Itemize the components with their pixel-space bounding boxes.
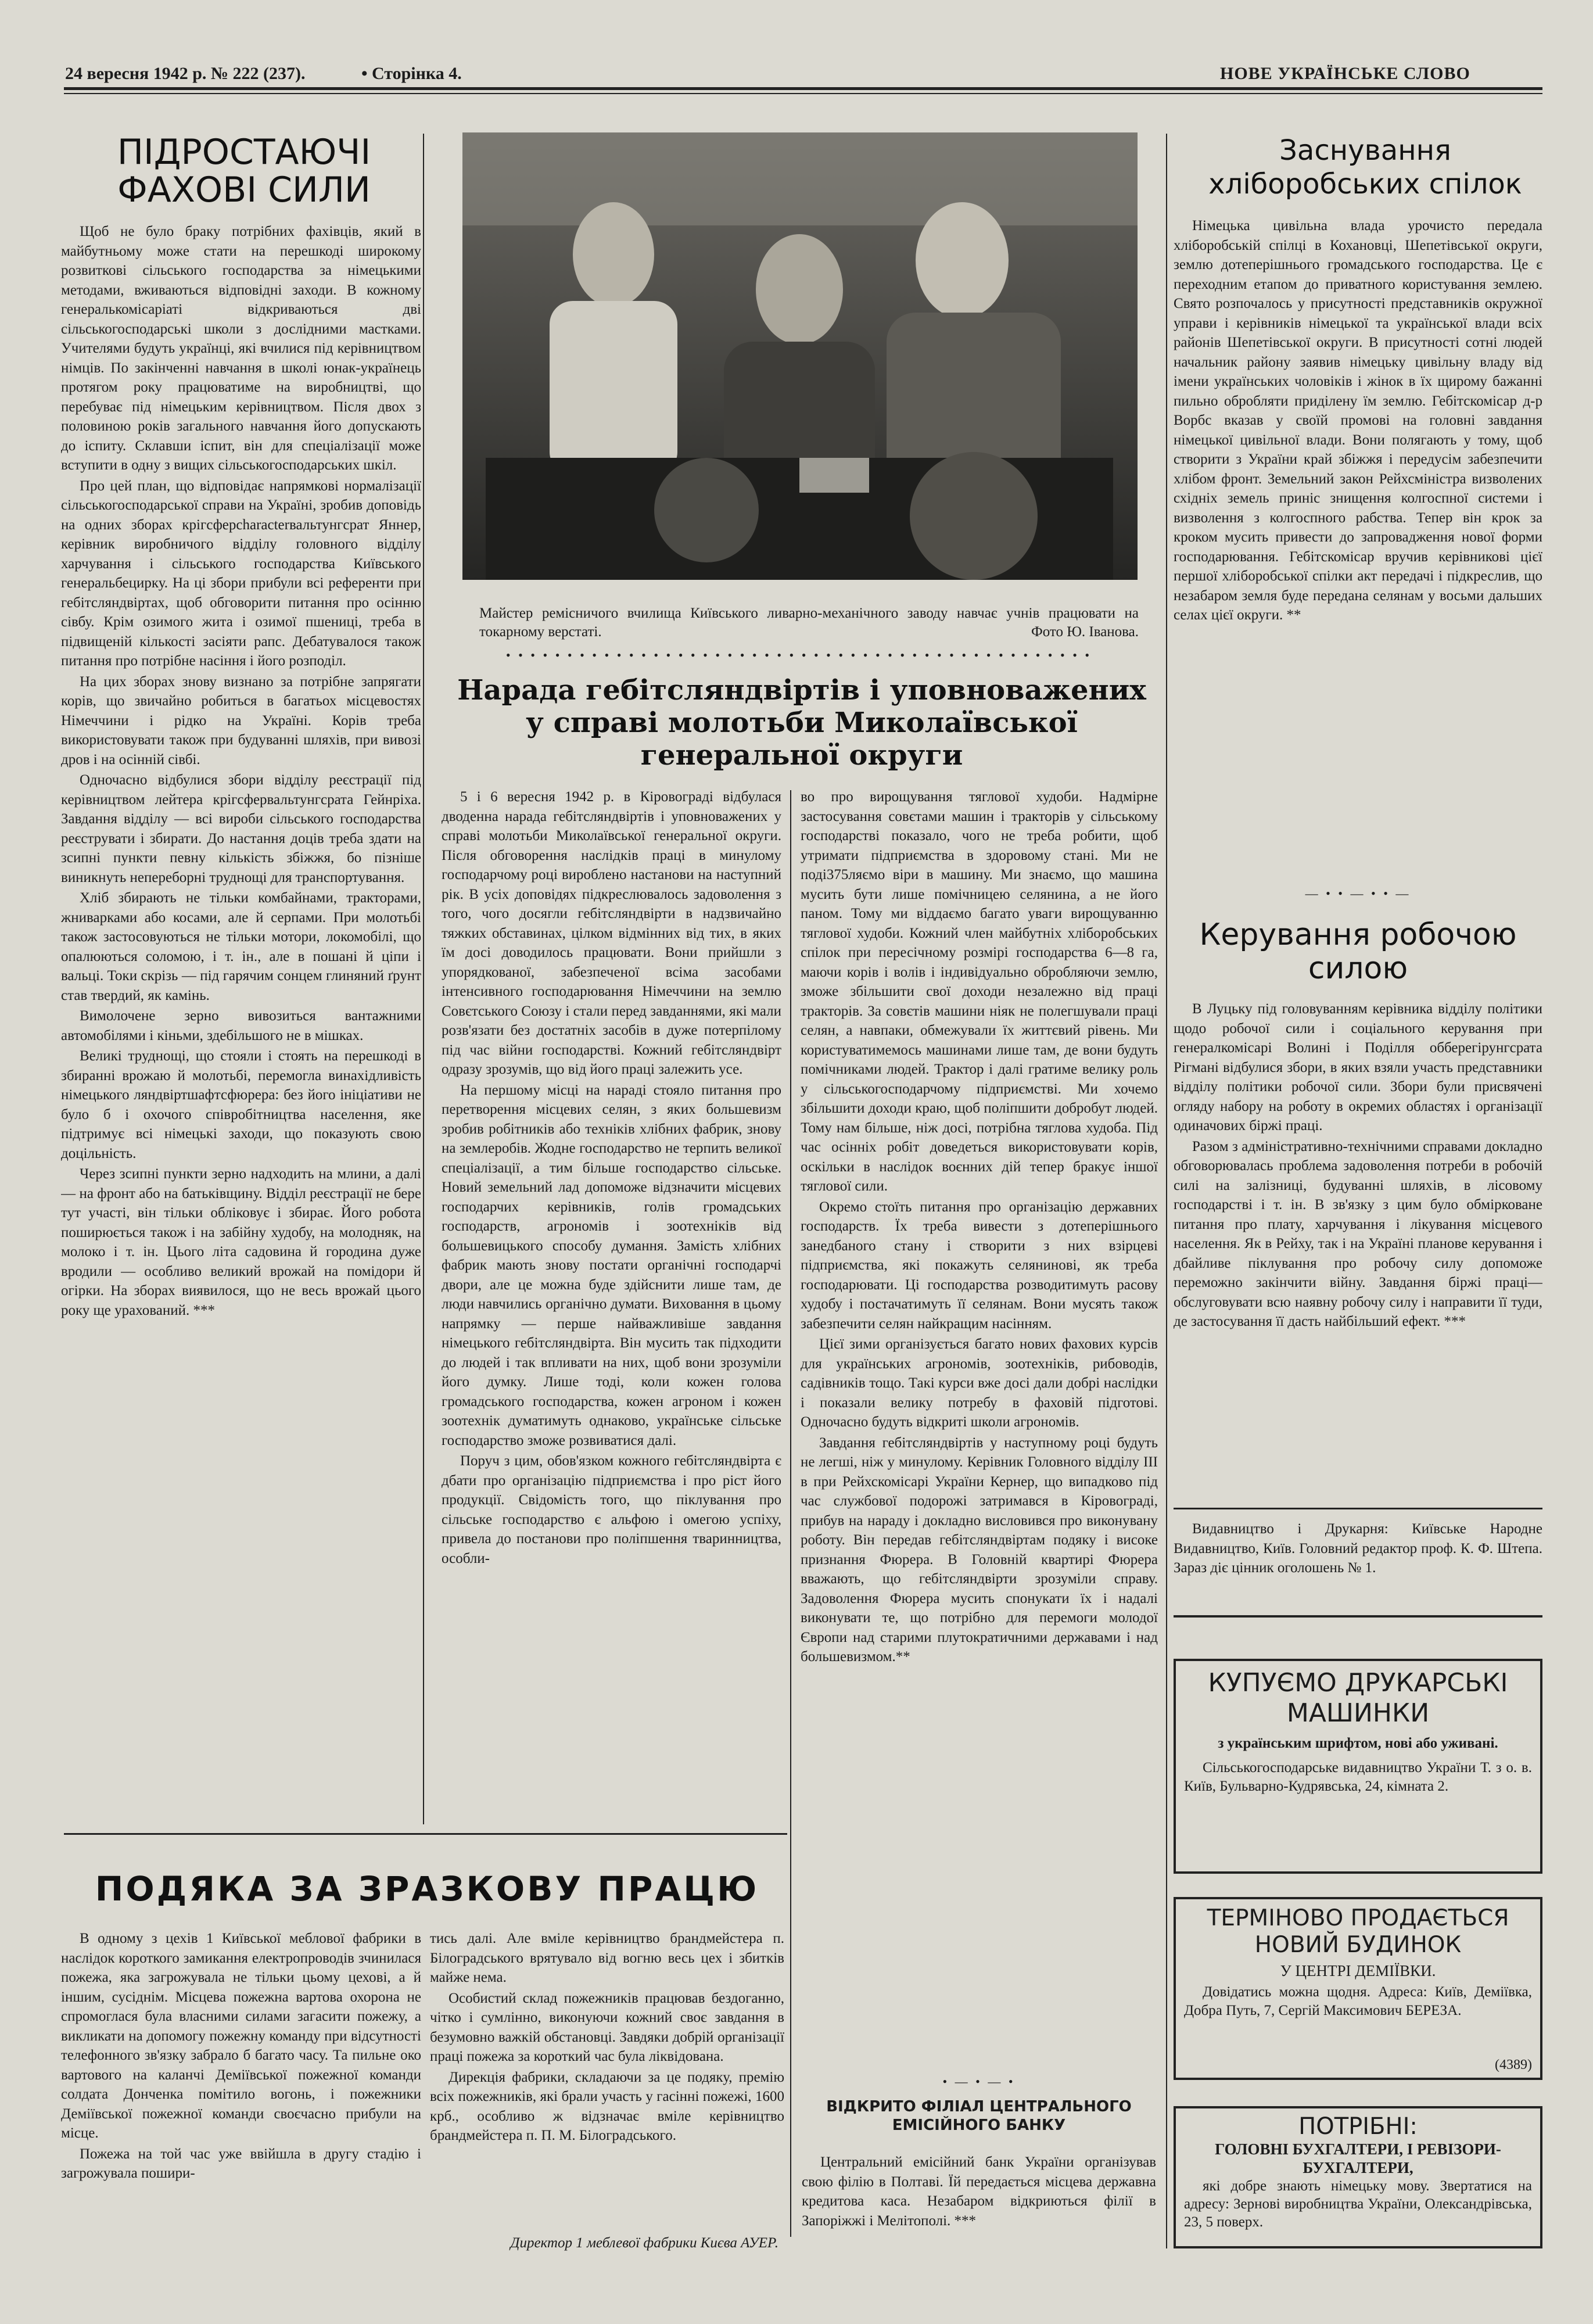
ad-house xyxy=(1174,1897,1542,2080)
article-labor-body xyxy=(1174,999,1542,1482)
paragraph: Німецька цивільна влада урочисто передала хліборобській спілці в Кохановці, Шепетівської округи, землю дотеперішнього громадського господарства. Це є переходним етапом до приватного користування землею. Свято розпочалось у присутності представників окружної управи і керівників німецької та української влади всіх районів Шепетівської округи. В присутності сотні людей начальник району заявив німецьку цивільну владу від імени українських чоловіків і жінок в їх щирому бажанні пильно обробляти приділену їм землю. Гебітскомісар д-р Ворбс вказав у своїй промові на головні завдання німецької цивільної влади. Вони полягають у тому, щоб створити з України край збіжжя і передусім забезпечити хлібом фронт. Земельний закон Рейхсміністра визволених східніх земель приніс знищення колгоспної системи і визволення з колгоспного рабства. Тепер він крок за кроком мусить привести до запровадження нової форми господарювання. Гебітскомісар вручив керівникові цієї першої хліборобської спілки акт передачі і підкреслив, що незабаром земля буде передана селянам у восьми дальших селах цієї округи. ** xyxy=(1174,218,1542,623)
paragraph: Завдання гебітсляндвіртів у наступному році будуть не легші, ніж у минулому. Керівник Головного відділу III в при Рейхскомісарі України Кернер, що випадково під час службової подорожі затримався в Кіровограді, прибув на нараду і докладно висловився про виконувану роботу. Він передав гебітсляндвіртам подяку і високе признання Фюрера. В Головній квартирі Фюрера вважають, що гебітсляндвірти зрозуміли справу. Задоволення Фюрера мусить спонукати їх і надалі виконувати те, що потрібно для перемоги молодої Європи над старими плутократичними державами і над большевизмом.** xyxy=(801,1434,1158,1665)
paragraph: Особистий склад пожежників працював бездоганно, чітко і сумлінно, виконуючи кожний своє завдання в безумовно важкій обстановці. Завдяки добрій організації праці пожежа за короткий час була ліквідована. xyxy=(430,1990,784,2064)
paragraph: Дирекція фабрики, складаючи за це подяку, премію всіх пожежників, які брали участь у гасінні пожежі, 1600 крб., особливо ж відзначає вміле керівництво брандмейстера п. П. М. Білоградського. xyxy=(430,2069,784,2143)
section-rule xyxy=(64,1833,787,1835)
paragraph: Центральний емісійний банк України організував свою філію в Полтаві. Їй передається місцева державна кредитова каса. Незабаром відкриються філії в Запоріжжі і Мелітополі. *** xyxy=(802,2154,1156,2229)
article-unions-body xyxy=(1174,216,1542,893)
paragraph: Хліб збирають не тільки комбайнами, тракторами, жниварками або косами, але й серпами. При молотьбі також застосовуються не тільки мотори, локомобілі, що опалюються соломою, і т. ін., але в пошані й ціпи і вальці. Токи скрізь — під гарячим сонцем глиняний ґрунт став твердий, як камінь. xyxy=(61,890,421,1003)
ad-accountants xyxy=(1174,2106,1542,2248)
dotted-separator-right: — • • — • • — xyxy=(1305,886,1411,901)
paragraph: тись далі. Але вміле керівництво брандмейстера п. Білоградського врятувало від вогню весь цех і збитків майже нема. xyxy=(430,1931,784,1985)
header-rule xyxy=(64,87,1542,90)
ad-accountants-title: ПОТРІБНІ: xyxy=(1298,2113,1418,2140)
section-rule-right xyxy=(1174,1508,1542,1509)
photo-caption xyxy=(479,604,1139,641)
paragraph: На першому місці на нараді стояло питання про перетворення місцевих селян, з яких большевизм зробив робітників або техніків хлібних фабрик, знову на землеробів. Жодне господарство не терпить великої спеціалізації, а тим більше господарство сільське. Новий земельний лад допоможе відзначити місцевих господарчих керівників, голів громадських господарств, агрономів і зоотехніків від большевицького способу думання. Замість хлібних фабрик мають знову постати органічні господарчі двори, але це можна буде здійснити лише там, де люди навчились органічно думати. Виховання в цьому напрямку — перше найважливіше завдання німецького гебітсляндвірта. Він мусить так підходити до людей і так впливати на них, щоб вони зрозуміли його думку. Лише тоді, коли кожен голова громадського господарства, кожен агроном і кожен зоотехнік думатимуть однаково, українське сільське господарство зможе розвиватися далі. xyxy=(442,1082,781,1448)
thanks-signature: Директор 1 меблевої фабрики Києва АУЕР. xyxy=(510,2235,778,2251)
column-rule-2 xyxy=(1166,134,1167,2248)
publisher-text: Видавництво і Друкарня: Київське Народне Видавництво, Київ. Головний редактор проф. К. Ф. Штепа. Зараз діє цінник оголошень № 1. xyxy=(1174,1521,1542,1576)
article-body-specialists xyxy=(61,222,421,1843)
paragraph: Вимолочене зерно вивозиться вантажними автомобілями і кіньми, здебільшого не в мішках. xyxy=(61,1008,421,1043)
article-title-labor: Керування робочою силою xyxy=(1199,917,1517,986)
dotted-separator: • • • • • • • • • • • • • • • • • • • • • • • • • • • • • • • • • • • • • • • • • • • • • • • • xyxy=(505,648,1092,662)
paragraph: Про цей план, що відповідає напрямкові нормалізації сільськогосподарської справи на Україні, зробив доповідь на одних зборах крігсферcharacterвальтунгсрат Яннер, керівник виробничого відділу головного відділу харчування і сільського господарства Київського генеральбецирку. На ці збори прибули всі референти при гебітсляндвіртах, щоб обговорити питання про осінню сівбу. Крім озимого жита і озимої пшениці, треба в підвищеній кількості засіяти рапс. Дебатувалося також питання про потрібне насіння і його розподіл. xyxy=(61,478,421,669)
paragraph: Через зсипні пункти зерно надходить на млини, а далі — на фронт або на батьківщину. Відділ реєстрації не бере тут участі, він тільки обліковує і збирає. Його робота поширюється також і на забійну худобу, на молодняк, на молоко і т. ін. Цього літа садовина й городина дуже вродили — особливо великий врожай на помідори й огірки. На зборах виявилося, що не весь врожай цього року ще урахований. *** xyxy=(61,1166,421,1318)
ad-typewriters-title: КУПУЄМО ДРУКАРСЬКІ МАШИНКИ xyxy=(1208,1668,1508,1728)
article-bank-body xyxy=(802,2153,1156,2257)
ad-house-subtitle: У ЦЕНТРІ ДЕМІЇВКИ. xyxy=(1280,1962,1436,1979)
paragraph: На цих зборах знову визнано за потрібне запрягати корів, що звичайно робиться в багатьох місцевостях Німеччини і рідко на Україні. Корів треба використовувати також при будуванні шляхів, при вивозі дров і на осінній сівбі. xyxy=(61,673,421,768)
ad-house-code: (4389) xyxy=(1495,2057,1532,2072)
article-title-thanks: ПОДЯКА ЗА ЗРАЗКОВУ ПРАЦЮ xyxy=(95,1869,759,1909)
column-rule-1 xyxy=(423,134,424,1824)
dotted-separator-small: • — • — • xyxy=(942,2074,1016,2089)
section-rule-right-2 xyxy=(1174,1615,1542,1618)
photo-image xyxy=(462,132,1138,580)
page-number: • Сторінка 4. xyxy=(361,64,462,83)
paragraph: Щоб не було браку потрібних фахівців, який в майбутньому може стати на перешкоді широкому розвиткові сільського господарства за німецькими методами, вживаються відповідні заходи. В кожному генералькомісаріаті відкриваються дві сільськогосподарські школи з дослідними мастками. Учителями будуть українці, які вчилися під керівництвом німців. По закінченні навчання в школі юнак-українець протягом року працюватиме на виробництві, що перебуває під німецьким керівництвом. Після двох з половиною років загального навчання його допускають до іспиту. Склавши іспит, він для спеціалізації може вступити в одну з вищих сільськогосподарських шкіл. xyxy=(61,224,421,473)
ad-typewriters-subtitle: з українським шрифтом, нові або уживані. xyxy=(1218,1735,1498,1751)
article-title-specialists: ПІДРОСТАЮЧІ ФАХОВІ СИЛИ xyxy=(117,132,371,210)
article-title-bank: ВІДКРИТО ФІЛІАЛ ЦЕНТРАЛЬНОГО ЕМІСІЙНОГО БАНКУ xyxy=(826,2098,1132,2134)
paragraph: 5 і 6 вересня 1942 р. в Кіровограді відбулася дводенна нарада гебітсляндвіртів і уповноважених у справі молотьби Миколаївської генеральної округи. Після обговорення наслідків праці в минулому господарчому році вироблено настанови на наступний рік. В усіх доповідях підкреслювалось задоволення з того, чого досягли гебітсляндвірти в надзвичайно тяжких обставинах, цілком відмінних від тих, в яких їм досі доводилось працювати. Вони прийшли з упорядкованої, забезпеченої всіма засобами інтенсивного господарювання Німеччини на землю Совєтського Союзу і стали перед завданнями, які мали розв'язати без достатніх засобів в дуже потерпілому під час війни господарстві. Кожний гебітсляндвірт одразу зрозумів, що від його праці залежить усе. xyxy=(442,789,781,1077)
photo-lathe-workshop xyxy=(462,132,1138,580)
article-thanks-col1 xyxy=(61,1929,421,2254)
ad-typewriters-text: Сільськогосподарське видавництво України Т. з о. в. Київ, Бульварно-Кудрявська, 24, кімната 2. xyxy=(1184,1760,1532,1794)
paragraph: Разом з адміністративно-технічними справами докладно обговорювалась проблема задоволення потреби в робочій силі на залізниці, будуванні шляхів, в лісовому господарстві і т. ін. В зв'язку з цим було обмірковане питання про плату, харчування і лікування місцевого населення. Як в Рейху, так і на Україні планове керування і дбайливе піклування про робочу силу допоможе переможно закінчити війну. Завдання біржі праці—обслуговувати всю наявну робочу силу і направити її туди, де застосування її дасть найбільший ефект. *** xyxy=(1174,1138,1542,1329)
issue-date: 24 вересня 1942 р. № 222 (237). xyxy=(65,64,306,83)
paragraph: Окремо стоїть питання про організацію державних господарств. Їх треба вивести з дотеперішнього занедбаного стану і створити з них взірцеві підприємства, які покажуть селянинові, як треба господарювати. Ці господарства розводитимуть расову худобу і постачатимуть її селянам. Вони мусять також забезпечити селян найкращим насінням. xyxy=(801,1199,1158,1332)
article-title-unions: Заснування хліборобських спілок xyxy=(1208,134,1522,200)
photo-credit: Фото Ю. Іванова. xyxy=(1031,624,1139,640)
paragraph: Великі труднощі, що стояли і стоять на перешкоді в збиранні врожаю й молотьбі, перемогла винахідливість німецького ляндвіртшафтсфюрера: без його ініціативи не було б і охочого співробітництва населення, яке підтримує всі німецькі заходи, що показують свою доцільність. xyxy=(61,1048,421,1161)
paragraph: Поруч з цим, обов'язком кожного гебітсляндвірта є дбати про організацію підприємства і про ріст його продукції. Свідомість того, що піклування про сільське господарство є альфою і омегою успіху, привела до постанови про поліпшення тваринництва, особли- xyxy=(442,1453,781,1566)
paragraph: В одному з цехів 1 Київської меблової фабрики в наслідок короткого замикання електропроводів зчинилася пожежа, яка загрожувала не тільки цьому цехові, а й іншим, сусіднім. Місцева пожежна вартова охорона не спромоглася була власними силами загасити пожежу, а викликати на допомогу пожежну команду при відсутності телефонного зв'язку забрало б багато часу. Та пильне око вартового на каланчі Деміївської пожежної команди солдата Донченка помітило вогонь, і пожежники Деміївської пожежної команди своєчасно прибули на місце. xyxy=(61,1931,421,2141)
article-title-meeting: Нарада гебітсляндвіртів і уповноважених у справі молотьби Миколаївської генеральної округи xyxy=(457,674,1146,772)
paragraph: во про вирощування тяглової худоби. Надмірне застосування совєтами машин і тракторів у сільському господарстві показало, чого не треба робити, щоб утримати підприємства в здоровому стані. Ми не поді375ляємо віри в машину. Ми знаємо, що машина мусить бути лише помічницею селянина, а не його паном. Тому ми віддаємо багато уваги вирощуванню тяглової худоби. Кожний член майбутніх хліборобських спілок при пересічному розмірі господарства 6—8 га, маючи корів і волів і індивідуально обробляючи землю, зможе збільшити свої доходи незалежно від праці тракторів. За совєтів машини ніяк не полегшували праці селян, а навпаки, обмежували їх життєвий рівень. Ми користуватимемось машинами лише там, де вони будуть помічниками людей. Трактор і далі гратиме велику роль у сільськогосподарчому підприємстві. Ми хочемо збільшити доходи краю, щоб поліпшити добробут людей. Тому нам більше, ніж досі, потрібна тяглова худоба. Під час осінніх робіт доведеться використовувати корів, оскільки в наслідок воєнних дій тепер бракує іншої тяглової сили. xyxy=(801,789,1158,1194)
caption-text: Майстер ремісничого вчилища Київського ливарно-механічного заводу навчає учнів працювати на токарному верстаті. xyxy=(479,605,1139,640)
article-meeting-col1 xyxy=(442,787,781,1827)
ad-accountants-subtitle: ГОЛОВНІ БУХГАЛТЕРИ, І РЕВІЗОРИ-БУХГАЛТЕРИ, xyxy=(1215,2140,1501,2176)
ad-house-text: Довідатись можна щодня. Адреса: Київ, Деміївка, Добра Путь, 7, Сергій Максимович БЕРЕЗА. xyxy=(1184,1984,1532,2018)
header-rule-thin xyxy=(64,93,1542,94)
paragraph: Цієї зими організується багато нових фахових курсів для українських агрономів, зоотехніків, рибоводів, садівників тощо. Такі курси вже досі дали добрі наслідки і показали велику потребу в фаховій підготові. Одночасно будуть відкриті школи агрономів. xyxy=(801,1336,1158,1430)
article-thanks-col2 xyxy=(430,1929,784,2231)
ad-accountants-text: які добре знають німецьку мову. Звертатися на адресу: Зернові виробництва України, Олександрівська, 23, 5 поверх. xyxy=(1184,2178,1532,2230)
article-meeting-col2 xyxy=(801,787,1158,2071)
newspaper-name: НОВЕ УКРАЇНСЬКЕ СЛОВО xyxy=(1220,64,1470,83)
paragraph: Пожежа на той час уже ввійшла в другу стадію і загрожувала пошири- xyxy=(61,2146,421,2181)
column-rule-inner xyxy=(790,790,791,2237)
publisher-info xyxy=(1174,1519,1542,1606)
paragraph: Одночасно відбулися збори відділу реєстрації під керівництвом лейтера крігсфервальтунгсрата Гейнріха. Завдання відділу — всі вироби сільського господарства реєструвати і збирати. До настання доців треба здати на зсипні пункти певну кількість збіжжя, бо пізніше виникнуть непереборні труднощі для транспортування. xyxy=(61,772,421,885)
ad-typewriters xyxy=(1174,1659,1542,1874)
ad-house-title: ТЕРМІНОВО ПРОДАЄТЬСЯ НОВИЙ БУДИНОК xyxy=(1207,1905,1509,1958)
paragraph: В Луцьку під головуванням керівника відділу політики щодо робочої сили і соціального керування при генералкомісарі Волині і Поділля обберегірунгсрата Рігмані відбулися збори, в яких взяли участь представники відділу політики робочої сили. Збори були присвячені огляду набору на роботу в окремих областях і організації одиначових біржі праці. xyxy=(1174,1001,1542,1134)
